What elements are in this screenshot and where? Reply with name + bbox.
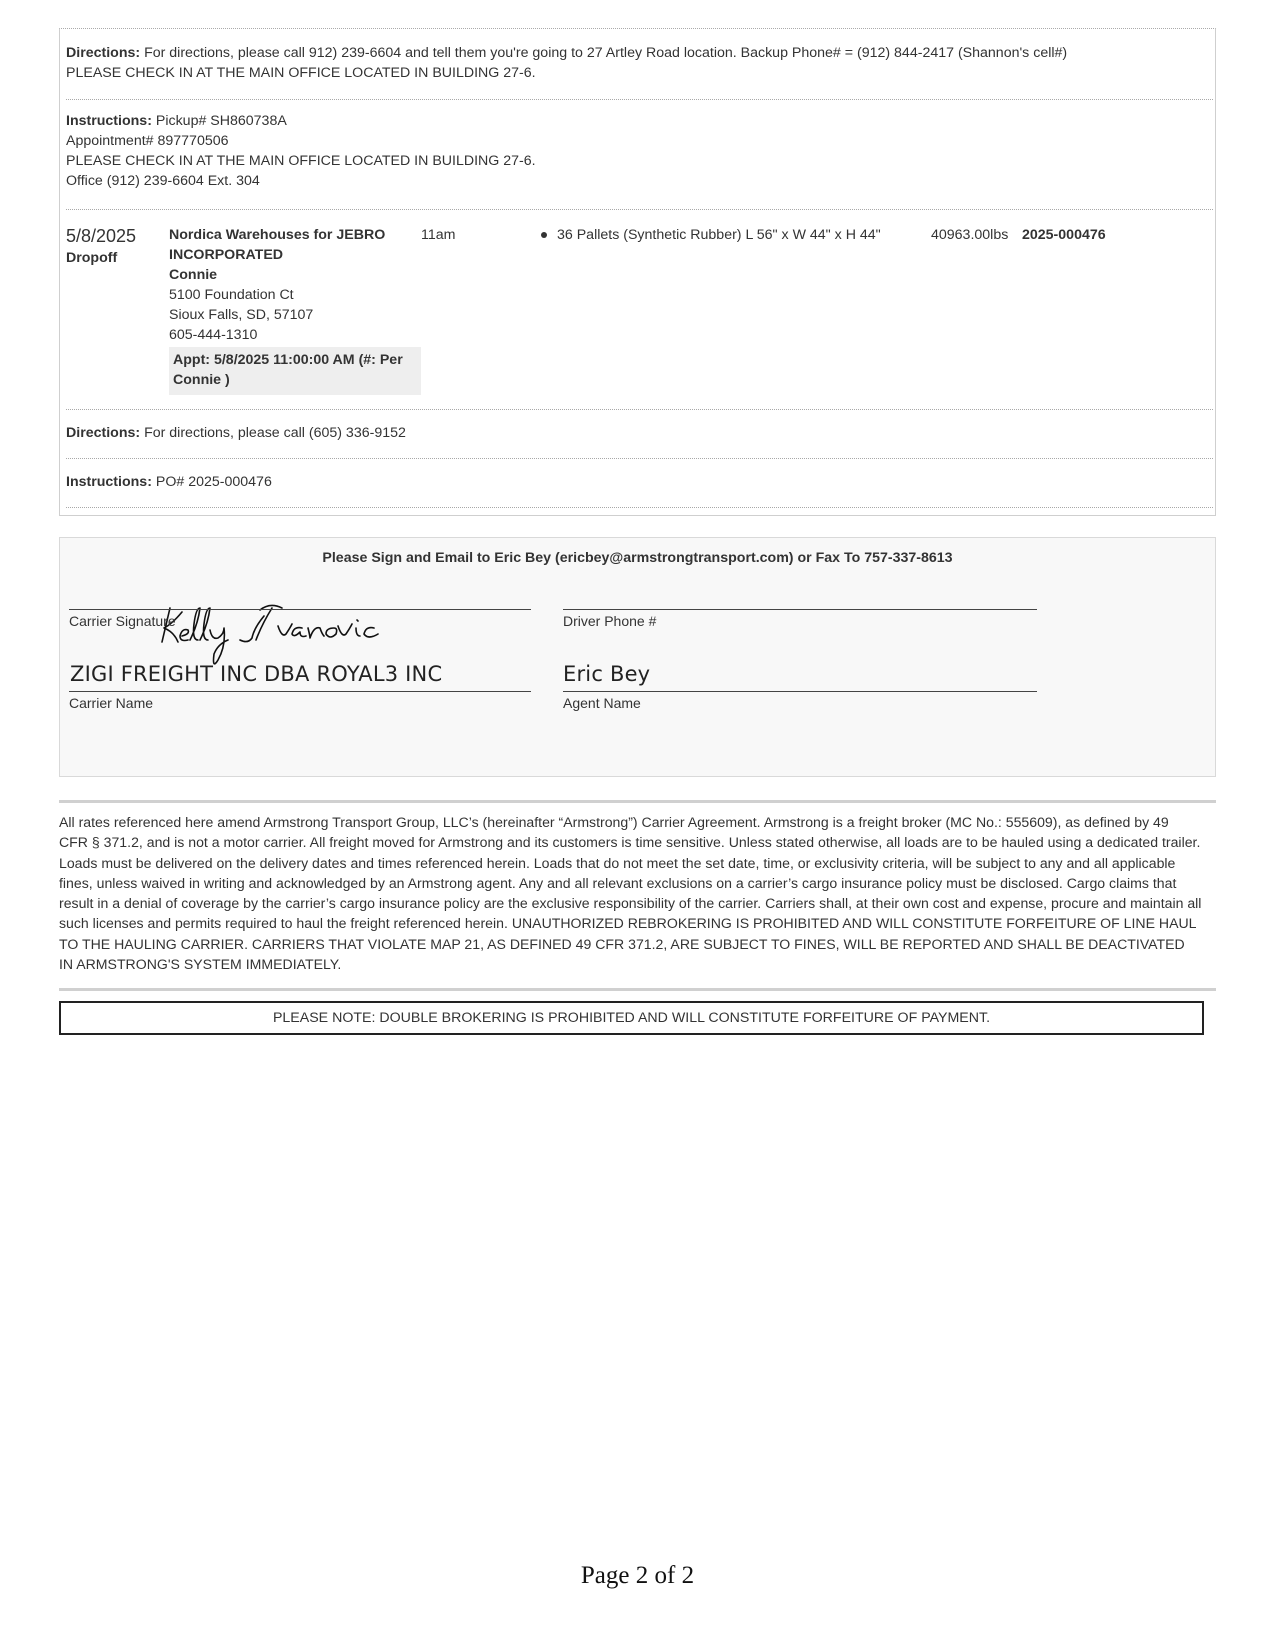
instructions-line: Office (912) 239-6604 Ext. 304 — [66, 173, 260, 189]
legal-line: TO THE HAULING CARRIER. CARRIERS THAT VIOLATE MAP 21, AS DEFINED 49 CFR 371.2, ARE SUBJECT TO FINES, WILL BE REPORTED AND SHALL BE DEACTIVATED — [59, 935, 1185, 952]
dropoff-instructions — [66, 472, 1213, 492]
double-brokering-note: PLEASE NOTE: DOUBLE BROKERING IS PROHIBITED AND WILL CONSTITUTE FORFEITURE OF PAYMENT. — [59, 1001, 1204, 1035]
directions-label: Directions: — [66, 425, 141, 441]
instructions-line: Appointment# 897770506 — [66, 133, 229, 149]
driver-phone-line[interactable] — [563, 609, 1037, 610]
pickup-instructions — [66, 111, 1213, 191]
instructions-label: Instructions: — [66, 474, 152, 490]
legal-terms — [59, 812, 1220, 974]
bullet-icon — [541, 232, 547, 238]
row-divider — [66, 99, 1213, 100]
row-divider — [66, 409, 1213, 410]
carrier-name-value[interactable]: ZIGI FREIGHT INC DBA ROYAL3 INC — [70, 662, 443, 686]
row-divider — [66, 458, 1213, 459]
stop-location — [169, 225, 419, 345]
signature-instructions: Please Sign and Email to Eric Bey (ericbey@armstrongtransport.com) or Fax To 757-337-8613 — [322, 550, 953, 566]
pickup-directions — [66, 43, 1213, 83]
appointment-line-2: Connie ) — [173, 372, 230, 388]
stop-reference: 2025-000476 — [1022, 227, 1106, 243]
stop-date: 5/8/2025 — [66, 226, 137, 246]
legal-line: Loads must be delivered on the delivery dates and times referenced herein. Loads that do not meet the set date, time, or exclusivity criteria, will be subject to any and all applicable — [59, 854, 1176, 871]
instructions-line: PLEASE CHECK IN AT THE MAIN OFFICE LOCATED IN BUILDING 27-6. — [66, 153, 536, 169]
directions-text: For directions, please call 912) 239-6604 and tell them you're going to 27 Artley Road location. Backup Phone# = (912) 844-2417 (Shannon's cell#) — [144, 45, 1068, 61]
stop-type: Dropoff — [66, 250, 118, 266]
legal-line: All rates referenced here amend Armstrong Transport Group, LLC’s (hereinafter “Armstrong”) Carrier Agreement. Armstrong is a freight broker (MC No.: 555609), as defined by 49 — [59, 814, 1169, 830]
appointment-box — [169, 347, 421, 395]
legal-divider-bottom — [59, 988, 1216, 991]
directions-text: For directions, please call (605) 336-9152 — [144, 425, 406, 441]
company-name: Nordica Warehouses for JEBRO — [169, 227, 386, 243]
address-line: 5100 Foundation Ct — [169, 287, 294, 303]
instructions-line: Pickup# SH860738A — [155, 113, 287, 129]
commodity-text: 36 Pallets (Synthetic Rubber) L 56" x W 44" x H 44" — [557, 227, 881, 243]
dropoff-directions — [66, 423, 1213, 443]
instructions-label: Instructions: — [66, 113, 152, 129]
carrier-name-label: Carrier Name — [69, 695, 154, 711]
contact-name: Connie — [169, 267, 218, 283]
city-state-zip: Sioux Falls, SD, 57107 — [169, 307, 314, 323]
row-divider — [66, 507, 1213, 508]
carrier-name-line — [69, 691, 531, 692]
legal-line: result in a denial of coverage by the carrier’s cargo insurance policy are the exclusive responsibility of the carrier. Carriers shall, at their own cost and expense, procure and maintain all — [59, 895, 1202, 912]
directions-text-2: PLEASE CHECK IN AT THE MAIN OFFICE LOCATED IN BUILDING 27-6. — [66, 65, 536, 81]
stop-weight: 40963.00lbs — [931, 227, 1009, 243]
row-divider — [66, 209, 1213, 210]
signature-section — [59, 537, 1216, 777]
stops-table — [59, 28, 1216, 516]
legal-line: IN ARMSTRONG'S SYSTEM IMMEDIATELY. — [59, 956, 342, 973]
driver-phone-label: Driver Phone # — [563, 613, 657, 629]
carrier-signature-label: Carrier Signature — [69, 613, 176, 629]
carrier-signature-line[interactable] — [69, 609, 531, 610]
phone-number: 605-444-1310 — [169, 327, 258, 343]
directions-label: Directions: — [66, 45, 141, 61]
legal-line: such licenses and permits required to haul the freight referenced herein. UNAUTHORIZED REBROKERING IS PROHIBITED AND WILL CONSTITUTE FORFEITURE OF LINE HAUL — [59, 915, 1197, 932]
commodity-item — [541, 225, 881, 245]
legal-divider-top — [59, 800, 1216, 803]
stop-time: 11am — [421, 227, 456, 243]
appointment-line: Appt: 5/8/2025 11:00:00 AM (#: Per — [173, 352, 403, 368]
agent-name-line — [563, 691, 1037, 692]
page-number: Page 2 of 2 — [580, 1562, 695, 1589]
company-name-2: INCORPORATED — [169, 247, 284, 263]
agent-name-label: Agent Name — [563, 695, 641, 711]
agent-name-value[interactable]: Eric Bey — [563, 662, 651, 686]
legal-line: CFR § 371.2, and is not a motor carrier. All freight moved for Armstrong and its customers is time sensitive. Unless stated otherwise, all loads are to be hauled using a dedicated trailer. — [59, 834, 1201, 851]
legal-line: fines, unless waived in writing and acknowledged by an Armstrong agent. Any and all relevant exclusions on a carrier’s cargo insurance policy must be disclosed. Cargo claims that — [59, 874, 1177, 891]
instructions-text: PO# 2025-000476 — [155, 474, 272, 490]
